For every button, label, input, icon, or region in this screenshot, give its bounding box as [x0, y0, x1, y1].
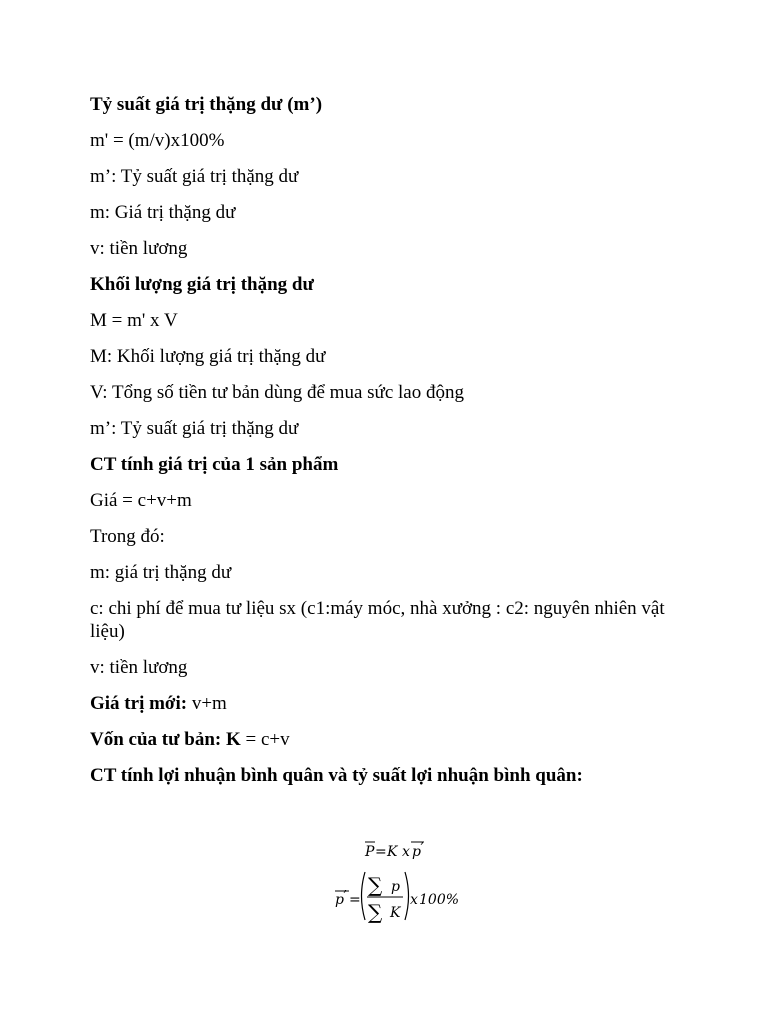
- heading-surplus-value-mass: Khối lượng giá trị thặng dư: [90, 274, 314, 295]
- new-value-label: Giá trị mới:: [90, 693, 188, 714]
- formula-symbol: =: [349, 892, 361, 908]
- formula-symbol: x: [402, 844, 410, 860]
- formula-symbol: K: [387, 844, 398, 860]
- formula-symbol: ’: [420, 840, 424, 854]
- definition-line: v: tiền lương: [90, 238, 188, 259]
- new-value-line: [90, 692, 680, 715]
- definition-line: v: tiền lương: [90, 657, 188, 678]
- intro-line: Trong đó:: [90, 526, 165, 547]
- formula-symbol: p: [391, 879, 400, 895]
- formula-symbol: p: [412, 844, 421, 860]
- formula-symbol: p: [335, 892, 344, 908]
- definition-line: m’: Tỷ suất giá trị thặng dư: [90, 166, 299, 187]
- formula-symbol: K: [390, 905, 401, 921]
- formula-symbol: =: [375, 844, 387, 860]
- definition-line: m: Giá trị thặng dư: [90, 202, 236, 223]
- definition-line: m: giá trị thặng dư: [90, 562, 232, 583]
- formula-product-value: Giá = c+v+m: [90, 490, 192, 511]
- formula-symbol: 100%: [419, 892, 460, 908]
- capital-label: Vốn của tư bản: K: [90, 729, 241, 750]
- capital-line: [90, 728, 680, 751]
- formula-symbol: P: [365, 844, 375, 860]
- formula-average-profit-rate: [332, 868, 472, 924]
- formula-symbol: x: [410, 892, 418, 908]
- formula-surplus-value-rate: m' = (m/v)x100%: [90, 130, 225, 151]
- capital-formula: = c+v: [240, 729, 290, 750]
- definition-line: c: chi phí để mua tư liệu sx (c1:máy móc, nhà xưởng : c2: nguyên nhiên vật liệu): [90, 598, 665, 642]
- definition-line: m’: Tỷ suất giá trị thặng dư: [90, 418, 299, 439]
- definition-line: V: Tổng số tiền tư bản dùng để mua sức lao động: [90, 382, 464, 403]
- new-value-formula: v+m: [187, 693, 227, 714]
- heading-average-profit: CT tính lợi nhuận bình quân và tỷ suất lợi nhuận bình quân:: [90, 765, 583, 786]
- definition-line: M: Khối lượng giá trị thặng dư: [90, 346, 326, 367]
- heading-product-value: CT tính giá trị của 1 sản phẩm: [90, 454, 339, 475]
- document-content: [90, 93, 680, 800]
- formula-symbol: ∑: [368, 900, 383, 924]
- formula-surplus-value-mass: M = m' x V: [90, 310, 178, 331]
- heading-surplus-value-rate: Tỷ suất giá trị thặng dư (m’): [90, 94, 323, 115]
- formula-average-profit: [362, 838, 442, 862]
- formula-symbol: ∑: [368, 873, 383, 897]
- formula-symbol: ’: [343, 888, 347, 902]
